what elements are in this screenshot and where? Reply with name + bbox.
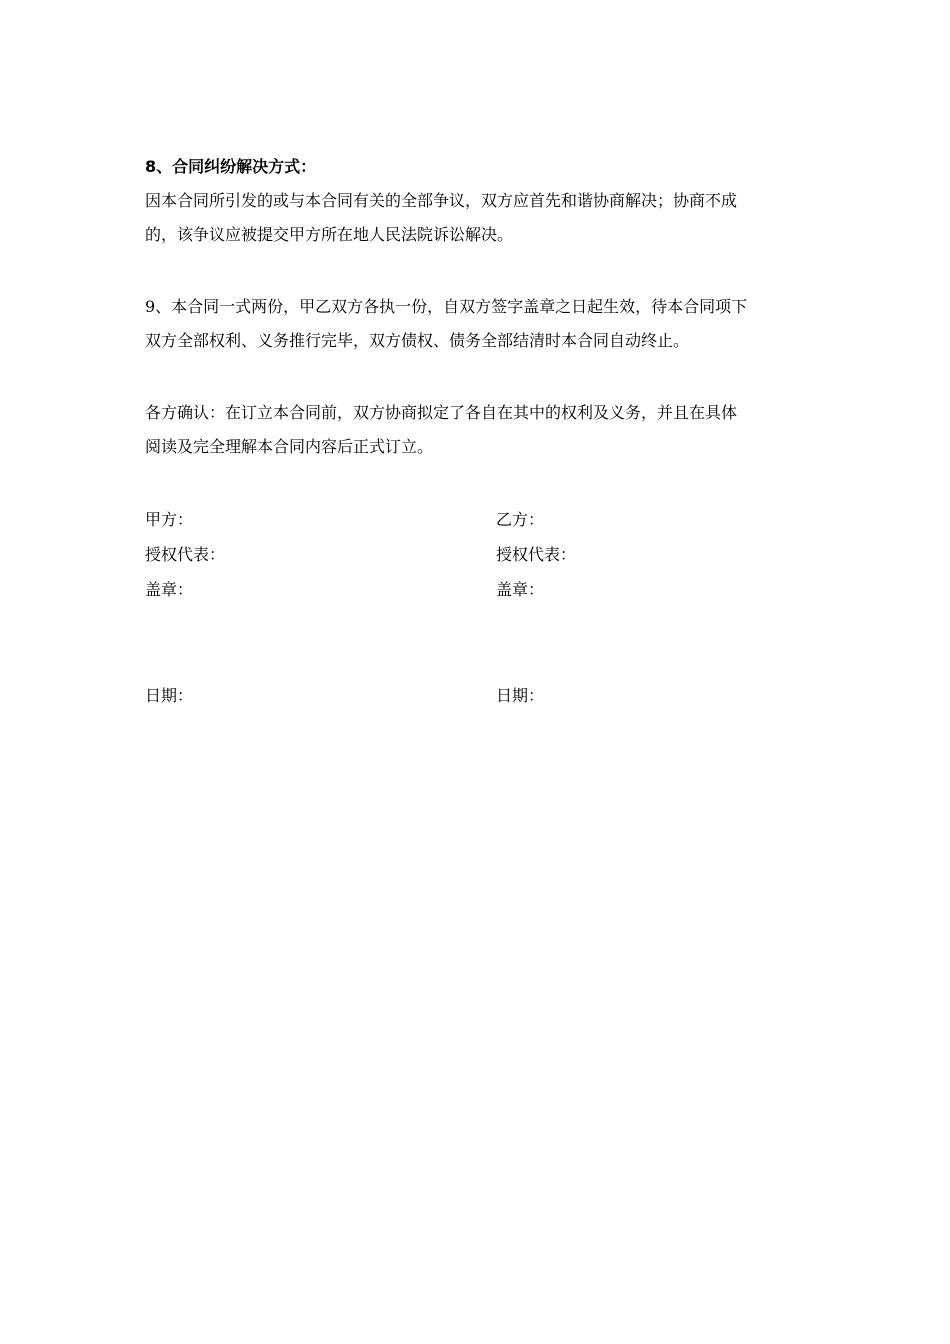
clause-8-line-1: 因本合同所引发的或与本合同有关的全部争议，双方应首先和谐协商解决；协商不成 (145, 191, 738, 210)
confirmation-line-1: 各方确认：在订立本合同前，双方协商拟定了各自在其中的权利及义务，并且在具体 (145, 403, 738, 422)
party-b-label: 乙方： (496, 510, 545, 529)
clause-9-line-2: 双方全部权利、义务推行完毕，双方债权、债务全部结清时本合同自动终止。 (145, 331, 690, 350)
clause-9-line-1: 9、本合同一式两份，甲乙双方各执一份，自双方签字盖章之日起生效，待本合同项下 (145, 297, 748, 316)
confirmation-line-2: 阅读及完全理解本合同内容后正式订立。 (145, 437, 434, 456)
clause-8-heading: 8、合同纠纷解决方式： (145, 157, 317, 176)
party-b-date-label: 日期： (496, 686, 545, 705)
confirmation-paragraph (145, 396, 810, 464)
party-b-seal-label: 盖章： (496, 580, 545, 599)
party-a-label: 甲方： (145, 510, 194, 529)
clause-8-line-2: 的，该争议应被提交甲方所在地人民法院诉讼解决。 (145, 225, 514, 244)
party-a-date-label: 日期： (145, 686, 194, 705)
party-a-representative-label: 授权代表： (145, 545, 226, 564)
clause-9 (145, 290, 810, 358)
party-a-seal-label: 盖章： (145, 580, 194, 599)
party-b-representative-label: 授权代表： (496, 545, 577, 564)
clause-8 (145, 150, 810, 252)
